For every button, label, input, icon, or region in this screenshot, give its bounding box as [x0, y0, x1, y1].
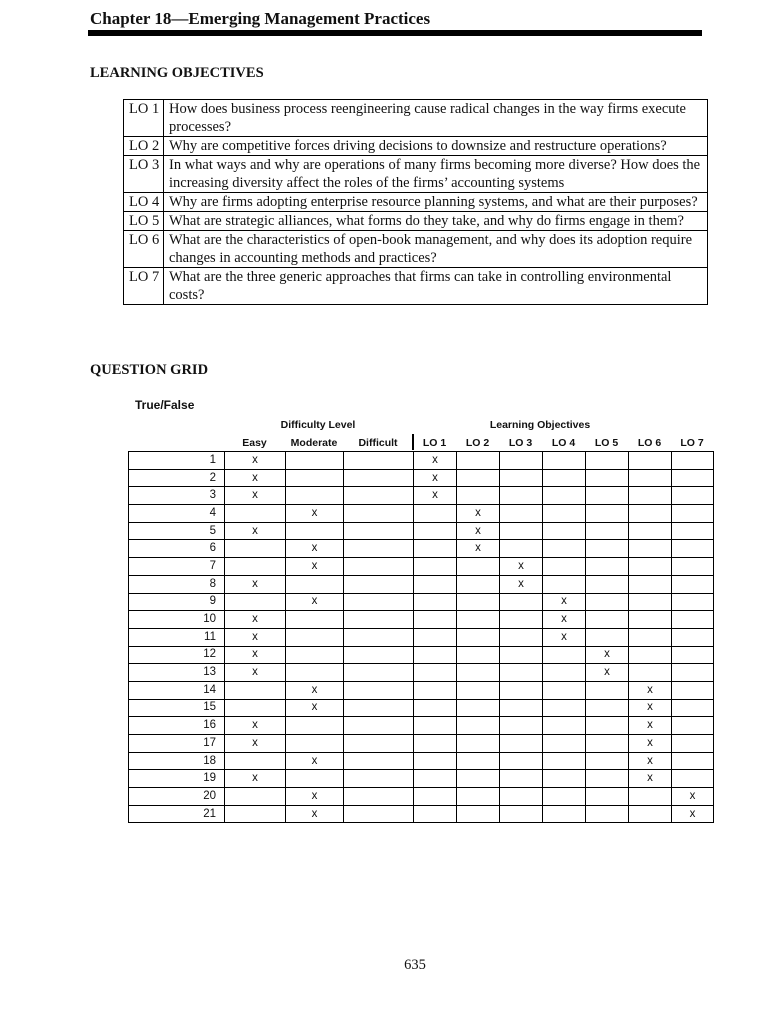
grid-cell: [586, 505, 629, 523]
grid-cell: [457, 788, 500, 806]
question-number: 21: [129, 805, 225, 823]
grid-cell: [457, 593, 500, 611]
grid-cell: [225, 505, 286, 523]
grid-mark: x: [286, 558, 344, 576]
grid-cell: [629, 487, 672, 505]
grid-cell: [344, 664, 414, 682]
grid-cell: [344, 628, 414, 646]
grid-cell: [225, 540, 286, 558]
lo-text: What are the three generic approaches that firms can take in controlling environmental costs?: [164, 268, 708, 305]
grid-mark: x: [286, 540, 344, 558]
grid-cell: [672, 558, 714, 576]
grid-cell: [672, 646, 714, 664]
grid-row: [129, 611, 714, 629]
column-header: LO 3: [508, 437, 533, 449]
grid-cell: [457, 628, 500, 646]
grid-cell: [629, 664, 672, 682]
grid-cell: [543, 505, 586, 523]
grid-cell: [457, 735, 500, 753]
grid-cell: [286, 469, 344, 487]
grid-cell: [500, 628, 543, 646]
grid-cell: [344, 717, 414, 735]
grid-cell: [672, 611, 714, 629]
grid-mark: x: [225, 487, 286, 505]
grid-cell: [672, 575, 714, 593]
lo-row: [124, 100, 708, 137]
column-header: LO 5: [594, 437, 619, 449]
grid-cell: [457, 487, 500, 505]
grid-row: [129, 558, 714, 576]
grid-cell: [344, 611, 414, 629]
grid-cell: [672, 628, 714, 646]
question-grid-table: [128, 451, 714, 823]
grid-cell: [500, 646, 543, 664]
column-header: LO 4: [551, 437, 576, 449]
grid-cell: [672, 505, 714, 523]
grid-cell: [414, 611, 457, 629]
grid-cell: [586, 575, 629, 593]
lo-row: [124, 156, 708, 193]
grid-cell: [629, 575, 672, 593]
grid-cell: [629, 611, 672, 629]
grid-cell: [414, 681, 457, 699]
question-number: 6: [129, 540, 225, 558]
lo-id: LO 2: [124, 137, 164, 156]
lo-row: [124, 212, 708, 231]
grid-cell: [672, 452, 714, 470]
grid-cell: [457, 575, 500, 593]
grid-cell: [543, 558, 586, 576]
grid-row: [129, 788, 714, 806]
lo-row: [124, 193, 708, 212]
grid-mark: x: [629, 717, 672, 735]
question-number: 10: [129, 611, 225, 629]
grid-cell: [457, 611, 500, 629]
grid-mark: x: [457, 522, 500, 540]
grid-mark: x: [414, 452, 457, 470]
grid-cell: [672, 699, 714, 717]
grid-cell: [500, 664, 543, 682]
grid-row: [129, 487, 714, 505]
column-header: LO 1: [422, 437, 447, 449]
grid-mark: x: [225, 664, 286, 682]
grid-row: [129, 681, 714, 699]
question-number: 14: [129, 681, 225, 699]
grid-cell: [672, 593, 714, 611]
question-number: 11: [129, 628, 225, 646]
grid-cell: [500, 788, 543, 806]
grid-cell: [225, 805, 286, 823]
grid-mark: x: [225, 770, 286, 788]
grid-cell: [543, 646, 586, 664]
true-false-heading: True/False: [135, 398, 195, 412]
grid-cell: [344, 522, 414, 540]
question-number: 2: [129, 469, 225, 487]
grid-cell: [414, 735, 457, 753]
grid-mark: x: [543, 593, 586, 611]
chapter-title: Chapter 18—Emerging Management Practices: [90, 9, 431, 28]
question-number: 15: [129, 699, 225, 717]
grid-row: [129, 452, 714, 470]
page-number: 635: [404, 957, 426, 973]
grid-cell: [344, 540, 414, 558]
grid-cell: [344, 575, 414, 593]
grid-mark: x: [629, 699, 672, 717]
grid-cell: [629, 558, 672, 576]
grid-mark: x: [225, 611, 286, 629]
lo-text: In what ways and why are operations of many firms becoming more diverse? How does the increasing diversity affect the roles of the firms’ accounting systems: [164, 156, 708, 193]
group-divider: [412, 434, 414, 450]
grid-cell: [225, 699, 286, 717]
difficulty-group-label: Difficulty Level: [280, 419, 356, 431]
grid-cell: [543, 664, 586, 682]
grid-cell: [500, 540, 543, 558]
grid-cell: [500, 699, 543, 717]
grid-cell: [286, 735, 344, 753]
grid-cell: [344, 752, 414, 770]
lo-text: Why are competitive forces driving decisions to downsize and restructure operations?: [164, 137, 708, 156]
grid-cell: [543, 540, 586, 558]
grid-mark: x: [286, 681, 344, 699]
grid-cell: [457, 699, 500, 717]
grid-cell: [629, 646, 672, 664]
column-header: Moderate: [290, 437, 338, 449]
grid-cell: [414, 788, 457, 806]
grid-mark: x: [286, 788, 344, 806]
grid-cell: [543, 487, 586, 505]
grid-cell: [672, 540, 714, 558]
grid-cell: [414, 505, 457, 523]
grid-mark: x: [286, 805, 344, 823]
column-header: Difficult: [358, 437, 398, 449]
grid-mark: x: [225, 735, 286, 753]
grid-cell: [414, 558, 457, 576]
grid-mark: x: [500, 575, 543, 593]
grid-mark: x: [543, 628, 586, 646]
grid-row: [129, 505, 714, 523]
column-header: LO 7: [680, 437, 704, 449]
grid-cell: [586, 628, 629, 646]
lo-text: What are the characteristics of open-book management, and why does its adoption require changes in accounting methods and practices?: [164, 231, 708, 268]
grid-cell: [672, 522, 714, 540]
grid-cell: [414, 628, 457, 646]
grid-mark: x: [629, 735, 672, 753]
grid-cell: [629, 788, 672, 806]
grid-cell: [586, 487, 629, 505]
grid-cell: [286, 575, 344, 593]
grid-cell: [500, 735, 543, 753]
grid-cell: [414, 593, 457, 611]
grid-cell: [543, 452, 586, 470]
grid-cell: [500, 522, 543, 540]
grid-cell: [457, 681, 500, 699]
grid-row: [129, 593, 714, 611]
grid-cell: [344, 558, 414, 576]
grid-mark: x: [457, 505, 500, 523]
grid-mark: x: [414, 469, 457, 487]
grid-cell: [414, 664, 457, 682]
grid-mark: x: [672, 788, 714, 806]
grid-cell: [344, 735, 414, 753]
grid-mark: x: [225, 717, 286, 735]
grid-cell: [457, 752, 500, 770]
grid-row: [129, 575, 714, 593]
grid-mark: x: [225, 469, 286, 487]
lo-row: [124, 231, 708, 268]
grid-cell: [586, 469, 629, 487]
grid-cell: [500, 717, 543, 735]
grid-mark: x: [225, 452, 286, 470]
lo-id: LO 7: [124, 268, 164, 305]
grid-cell: [500, 469, 543, 487]
grid-cell: [543, 681, 586, 699]
question-number: 7: [129, 558, 225, 576]
grid-cell: [586, 788, 629, 806]
grid-row: [129, 664, 714, 682]
lo-id: LO 4: [124, 193, 164, 212]
grid-mark: x: [629, 752, 672, 770]
grid-cell: [344, 805, 414, 823]
grid-mark: x: [225, 575, 286, 593]
grid-cell: [344, 681, 414, 699]
grid-cell: [414, 770, 457, 788]
grid-cell: [414, 805, 457, 823]
grid-cell: [225, 681, 286, 699]
grid-cell: [286, 717, 344, 735]
grid-cell: [672, 752, 714, 770]
grid-cell: [586, 735, 629, 753]
grid-row: [129, 522, 714, 540]
grid-cell: [543, 735, 586, 753]
grid-cell: [457, 452, 500, 470]
lo-row: [124, 137, 708, 156]
grid-cell: [414, 540, 457, 558]
grid-cell: [500, 505, 543, 523]
grid-cell: [629, 593, 672, 611]
question-grid-heading: QUESTION GRID: [90, 362, 209, 378]
grid-cell: [344, 646, 414, 664]
lo-id: LO 3: [124, 156, 164, 193]
lo-text: How does business process reengineering cause radical changes in the way firms execute processes?: [164, 100, 708, 137]
grid-mark: x: [586, 664, 629, 682]
grid-mark: x: [543, 611, 586, 629]
grid-cell: [672, 469, 714, 487]
question-number: 20: [129, 788, 225, 806]
grid-mark: x: [286, 505, 344, 523]
grid-cell: [414, 699, 457, 717]
grid-cell: [543, 752, 586, 770]
grid-cell: [543, 805, 586, 823]
grid-cell: [500, 593, 543, 611]
question-number: 18: [129, 752, 225, 770]
grid-cell: [586, 611, 629, 629]
grid-cell: [586, 805, 629, 823]
question-number: 5: [129, 522, 225, 540]
grid-cell: [286, 522, 344, 540]
grid-cell: [286, 628, 344, 646]
grid-cell: [543, 469, 586, 487]
grid-cell: [500, 452, 543, 470]
grid-cell: [414, 522, 457, 540]
grid-cell: [500, 681, 543, 699]
grid-cell: [344, 452, 414, 470]
grid-cell: [672, 681, 714, 699]
grid-cell: [629, 540, 672, 558]
grid-row: [129, 628, 714, 646]
grid-mark: x: [286, 593, 344, 611]
grid-mark: x: [586, 646, 629, 664]
grid-cell: [586, 717, 629, 735]
grid-row: [129, 646, 714, 664]
grid-cell: [457, 558, 500, 576]
grid-mark: x: [225, 522, 286, 540]
grid-cell: [286, 770, 344, 788]
grid-cell: [672, 735, 714, 753]
objectives-group-label: Learning Objectives: [489, 419, 591, 431]
grid-cell: [672, 664, 714, 682]
lo-text: What are strategic alliances, what forms do they take, and why do firms engage in them?: [164, 212, 708, 231]
grid-cell: [457, 805, 500, 823]
question-number: 13: [129, 664, 225, 682]
grid-cell: [225, 752, 286, 770]
grid-mark: x: [500, 558, 543, 576]
question-number: 16: [129, 717, 225, 735]
question-number: 1: [129, 452, 225, 470]
lo-id: LO 6: [124, 231, 164, 268]
grid-cell: [457, 664, 500, 682]
column-header: LO 6: [637, 437, 662, 449]
grid-cell: [286, 487, 344, 505]
grid-cell: [414, 575, 457, 593]
question-number: 19: [129, 770, 225, 788]
grid-cell: [543, 788, 586, 806]
grid-cell: [457, 469, 500, 487]
grid-mark: x: [286, 752, 344, 770]
grid-cell: [344, 469, 414, 487]
grid-cell: [629, 505, 672, 523]
lo-row: [124, 268, 708, 305]
grid-cell: [586, 522, 629, 540]
column-header: Easy: [242, 437, 267, 449]
grid-cell: [457, 770, 500, 788]
grid-mark: x: [414, 487, 457, 505]
grid-cell: [586, 558, 629, 576]
grid-cell: [344, 487, 414, 505]
grid-cell: [457, 717, 500, 735]
question-number: 9: [129, 593, 225, 611]
grid-cell: [286, 611, 344, 629]
grid-cell: [344, 788, 414, 806]
grid-cell: [672, 770, 714, 788]
grid-mark: x: [672, 805, 714, 823]
grid-row: [129, 717, 714, 735]
grid-cell: [286, 646, 344, 664]
grid-row: [129, 469, 714, 487]
question-number: 12: [129, 646, 225, 664]
grid-cell: [543, 770, 586, 788]
grid-cell: [500, 752, 543, 770]
grid-cell: [414, 646, 457, 664]
grid-cell: [286, 664, 344, 682]
grid-mark: x: [286, 699, 344, 717]
grid-cell: [344, 505, 414, 523]
grid-row: [129, 752, 714, 770]
lo-id: LO 5: [124, 212, 164, 231]
grid-cell: [629, 628, 672, 646]
grid-mark: x: [225, 646, 286, 664]
grid-cell: [225, 558, 286, 576]
grid-cell: [629, 452, 672, 470]
grid-cell: [586, 699, 629, 717]
grid-mark: x: [225, 628, 286, 646]
title-rule: [88, 30, 702, 36]
grid-mark: x: [457, 540, 500, 558]
grid-cell: [586, 752, 629, 770]
grid-cell: [543, 575, 586, 593]
grid-cell: [286, 452, 344, 470]
grid-row: [129, 735, 714, 753]
grid-cell: [414, 752, 457, 770]
question-number: 8: [129, 575, 225, 593]
grid-cell: [500, 487, 543, 505]
grid-cell: [414, 717, 457, 735]
grid-cell: [629, 522, 672, 540]
lo-id: LO 1: [124, 100, 164, 137]
grid-row: [129, 805, 714, 823]
grid-cell: [225, 593, 286, 611]
question-number: 17: [129, 735, 225, 753]
grid-cell: [500, 805, 543, 823]
lo-text: Why are firms adopting enterprise resource planning systems, and what are their purposes?: [164, 193, 708, 212]
grid-cell: [629, 469, 672, 487]
grid-cell: [543, 699, 586, 717]
grid-cell: [586, 593, 629, 611]
grid-cell: [344, 770, 414, 788]
grid-cell: [344, 699, 414, 717]
grid-cell: [543, 717, 586, 735]
grid-cell: [586, 452, 629, 470]
learning-objectives-table: [123, 99, 708, 305]
grid-cell: [543, 522, 586, 540]
column-header: LO 2: [465, 437, 490, 449]
learning-objectives-heading: LEARNING OBJECTIVES: [90, 65, 264, 81]
grid-cell: [672, 487, 714, 505]
grid-cell: [344, 593, 414, 611]
grid-row: [129, 540, 714, 558]
grid-cell: [586, 681, 629, 699]
question-number: 3: [129, 487, 225, 505]
grid-cell: [586, 770, 629, 788]
grid-cell: [457, 646, 500, 664]
grid-cell: [672, 717, 714, 735]
grid-row: [129, 699, 714, 717]
grid-cell: [500, 770, 543, 788]
grid-row: [129, 770, 714, 788]
grid-cell: [629, 805, 672, 823]
grid-cell: [225, 788, 286, 806]
grid-mark: x: [629, 681, 672, 699]
grid-cell: [586, 540, 629, 558]
grid-cell: [500, 611, 543, 629]
question-number: 4: [129, 505, 225, 523]
grid-mark: x: [629, 770, 672, 788]
